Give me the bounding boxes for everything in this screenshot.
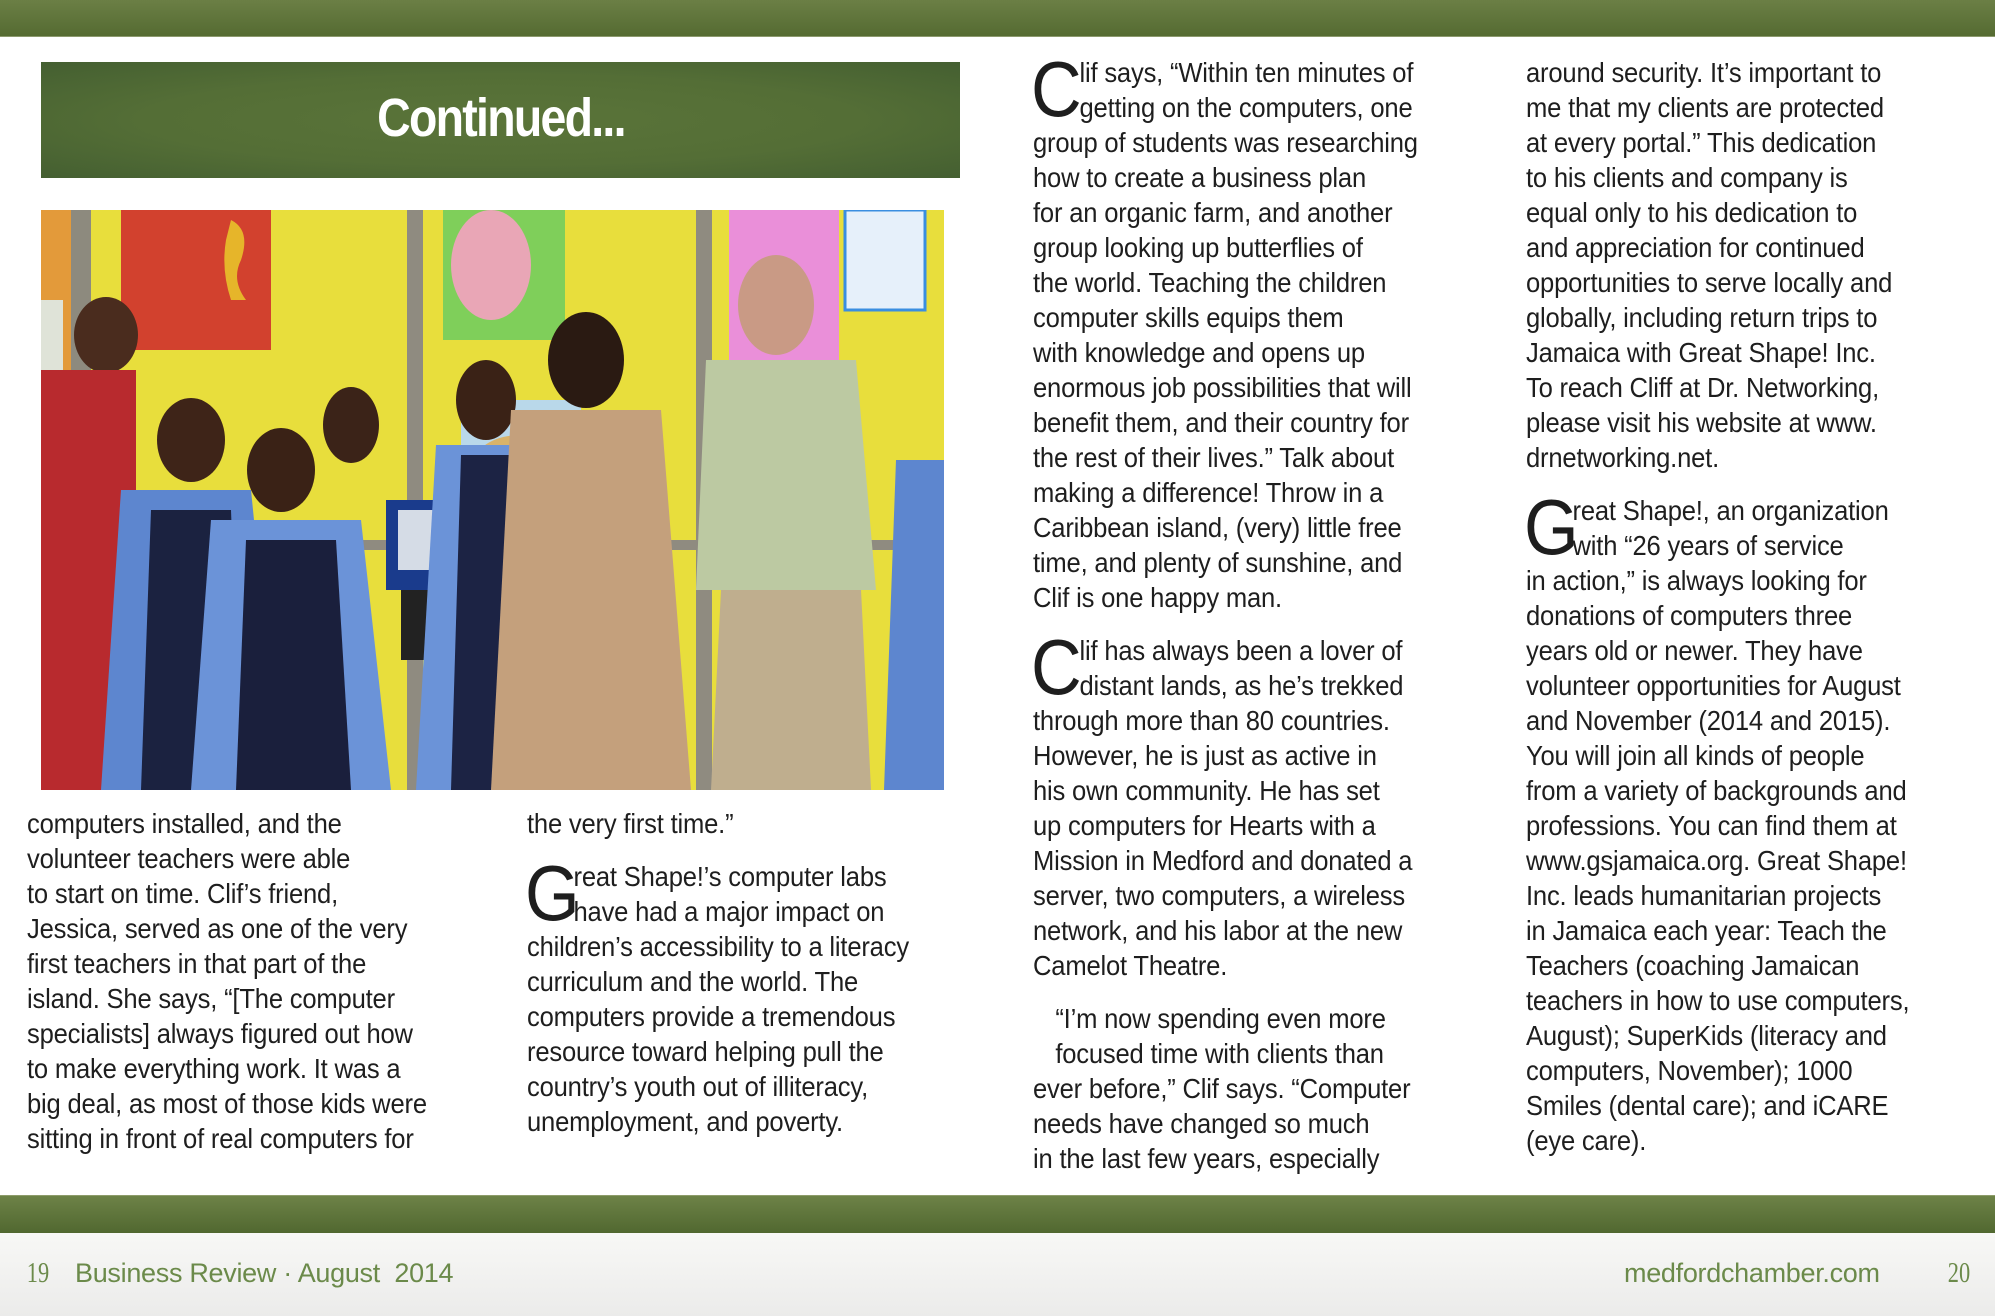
text-line: in action,” is always looking for xyxy=(1526,565,1867,596)
text-line: Inc. leads humanitarian projects xyxy=(1526,880,1882,911)
text-line: the rest of their lives.” Talk about xyxy=(1033,442,1395,473)
text-line: Jamaica with Great Shape! Inc. xyxy=(1526,337,1876,368)
text-line: professions. You can find them at xyxy=(1526,810,1897,841)
text-line: and November (2014 and 2015). xyxy=(1526,705,1891,736)
text-line: equal only to his dedication to xyxy=(1526,197,1858,228)
classroom-photo xyxy=(41,210,944,790)
text-line: me that my clients are protected xyxy=(1526,92,1884,123)
paragraph-with-dropcap xyxy=(1524,483,1938,1158)
text-line: to his clients and company is xyxy=(1526,162,1848,193)
text-line: sitting in front of real computers for xyxy=(27,1123,414,1154)
text-line: reat Shape!’s computer labs xyxy=(573,861,887,892)
text-line: Camelot Theatre. xyxy=(1033,950,1228,981)
text-line: opportunities to serve locally and xyxy=(1526,267,1893,298)
drop-cap: G xyxy=(1524,483,1579,571)
text-line: getting on the computers, one xyxy=(1079,92,1413,123)
paragraph xyxy=(527,806,938,841)
text-line: computer skills equips them xyxy=(1033,302,1344,333)
article-column-1 xyxy=(27,806,457,1156)
text-line: first teachers in that part of the xyxy=(27,948,367,979)
text-line: from a variety of backgrounds and xyxy=(1526,775,1907,806)
text-line: Teachers (coaching Jamaican xyxy=(1526,950,1860,981)
text-line: in Jamaica each year: Teach the xyxy=(1526,915,1887,946)
text-line: August); SuperKids (literacy and xyxy=(1526,1020,1887,1051)
drop-cap: C xyxy=(1031,623,1082,711)
website-link-text: drnetworking.net. xyxy=(1526,442,1720,473)
text-line: to make everything work. It was a xyxy=(27,1053,401,1084)
photo-illustration xyxy=(41,210,944,790)
section-header-banner xyxy=(41,62,960,178)
text-line: with “26 years of service xyxy=(1572,530,1844,561)
text-line: To reach Cliff at Dr. Networking, xyxy=(1526,372,1880,403)
text-line: for an organic farm, and another xyxy=(1033,197,1393,228)
page-number-text: 19 xyxy=(26,1258,50,1289)
right-page-number xyxy=(1945,1258,1973,1290)
text-line: specialists] always figured out how xyxy=(27,1018,413,1049)
text-line: to start on time. Clif’s friend, xyxy=(27,878,339,909)
text-line: lif has always been a lover of xyxy=(1079,635,1403,666)
text-line: reat Shape!, an organization xyxy=(1572,495,1889,526)
text-line: volunteer opportunities for August xyxy=(1526,670,1901,701)
text-line: Clif is one happy man. xyxy=(1033,582,1282,613)
drop-cap: C xyxy=(1031,45,1082,133)
text-line: around security. It’s important to xyxy=(1526,57,1882,88)
text-line: years old or newer. They have xyxy=(1526,635,1863,666)
text-line: “I’m now spending even more xyxy=(1055,1003,1386,1034)
text-line: the world. Teaching the children xyxy=(1033,267,1387,298)
text-line: his own community. He has set xyxy=(1033,775,1380,806)
text-line: please visit his website at www. xyxy=(1526,407,1877,438)
text-line: at every portal.” This dedication xyxy=(1526,127,1877,158)
text-line: computers installed, and the xyxy=(27,808,342,839)
text-line: benefit them, and their country for xyxy=(1033,407,1409,438)
text-line: Jessica, served as one of the very xyxy=(27,913,408,944)
text-line: network, and his labor at the new xyxy=(1033,915,1403,946)
page-number-text: 20 xyxy=(1947,1258,1971,1289)
paragraph xyxy=(27,806,457,1156)
text-line: time, and plenty of sunshine, and xyxy=(1033,547,1403,578)
text-line: Smiles (dental care); and iCARE xyxy=(1526,1090,1889,1121)
text-line: donations of computers three xyxy=(1526,600,1853,631)
text-line: making a difference! Throw in a xyxy=(1033,477,1384,508)
text-line: computers, November); 1000 xyxy=(1526,1055,1853,1086)
text-line: ever before,” Clif says. “Computer xyxy=(1033,1073,1411,1104)
text-line: the very first time.” xyxy=(527,808,734,839)
text-line: www.gsjamaica.org. Great Shape! xyxy=(1526,845,1907,876)
article-column-4 xyxy=(1526,55,1938,1158)
article-column-3 xyxy=(1031,45,1447,1176)
left-page-number xyxy=(24,1258,52,1290)
footer-green-bar xyxy=(0,1195,1995,1234)
article-column-2 xyxy=(527,806,938,1139)
text-line: (eye care). xyxy=(1526,1125,1647,1156)
text-line: focused time with clients than xyxy=(1055,1038,1384,1069)
text-line: distant lands, as he’s trekked xyxy=(1079,670,1404,701)
text-line: how to create a business plan xyxy=(1033,162,1366,193)
text-line: computers provide a tremendous xyxy=(527,1001,896,1032)
text-line: through more than 80 countries. xyxy=(1033,705,1390,736)
text-line: Caribbean island, (very) little free xyxy=(1033,512,1402,543)
text-line: big deal, as most of those kids were xyxy=(27,1088,427,1119)
paragraph-with-dropcap xyxy=(1031,45,1447,615)
text-line: have had a major impact on xyxy=(573,896,885,927)
text-line: However, he is just as active in xyxy=(1033,740,1377,771)
text-line: group looking up butterflies of xyxy=(1033,232,1363,263)
text-line: server, two computers, a wireless xyxy=(1033,880,1405,911)
text-line: group of students was researching xyxy=(1033,127,1418,158)
text-line: children’s accessibility to a literacy xyxy=(527,931,909,962)
text-line: island. She says, “[The computer xyxy=(27,983,395,1014)
text-line: resource toward helping pull the xyxy=(527,1036,884,1067)
text-line: in the last few years, especially xyxy=(1033,1143,1380,1174)
text-line: enormous job possibilities that will xyxy=(1033,372,1412,403)
text-line: teachers in how to use computers, xyxy=(1526,985,1910,1016)
text-line: country’s youth out of illiteracy, xyxy=(527,1071,869,1102)
website-url: medfordchamber.com xyxy=(1624,1258,1880,1288)
text-line: Mission in Medford and donated a xyxy=(1033,845,1413,876)
text-line: lif says, “Within ten minutes of xyxy=(1079,57,1414,88)
paragraph-with-dropcap xyxy=(1031,623,1447,983)
publication-name: Business Review · August 2014 xyxy=(75,1258,454,1288)
drop-cap: G xyxy=(525,849,580,937)
paragraph xyxy=(1526,55,1938,475)
paragraph-with-dropcap xyxy=(525,849,938,1139)
text-line: up computers for Hearts with a xyxy=(1033,810,1376,841)
text-line: and appreciation for continued xyxy=(1526,232,1865,263)
text-line: needs have changed so much xyxy=(1033,1108,1370,1139)
top-green-bar xyxy=(0,0,1995,37)
text-line: with knowledge and opens up xyxy=(1033,337,1365,368)
text-line: unemployment, and poverty. xyxy=(527,1106,843,1137)
text-line: globally, including return trips to xyxy=(1526,302,1878,333)
page-title: Continued... xyxy=(376,88,625,148)
text-line: You will join all kinds of people xyxy=(1526,740,1865,771)
text-line: curriculum and the world. The xyxy=(527,966,859,997)
paragraph-quote xyxy=(1033,1001,1447,1176)
text-line: volunteer teachers were able xyxy=(27,843,351,874)
